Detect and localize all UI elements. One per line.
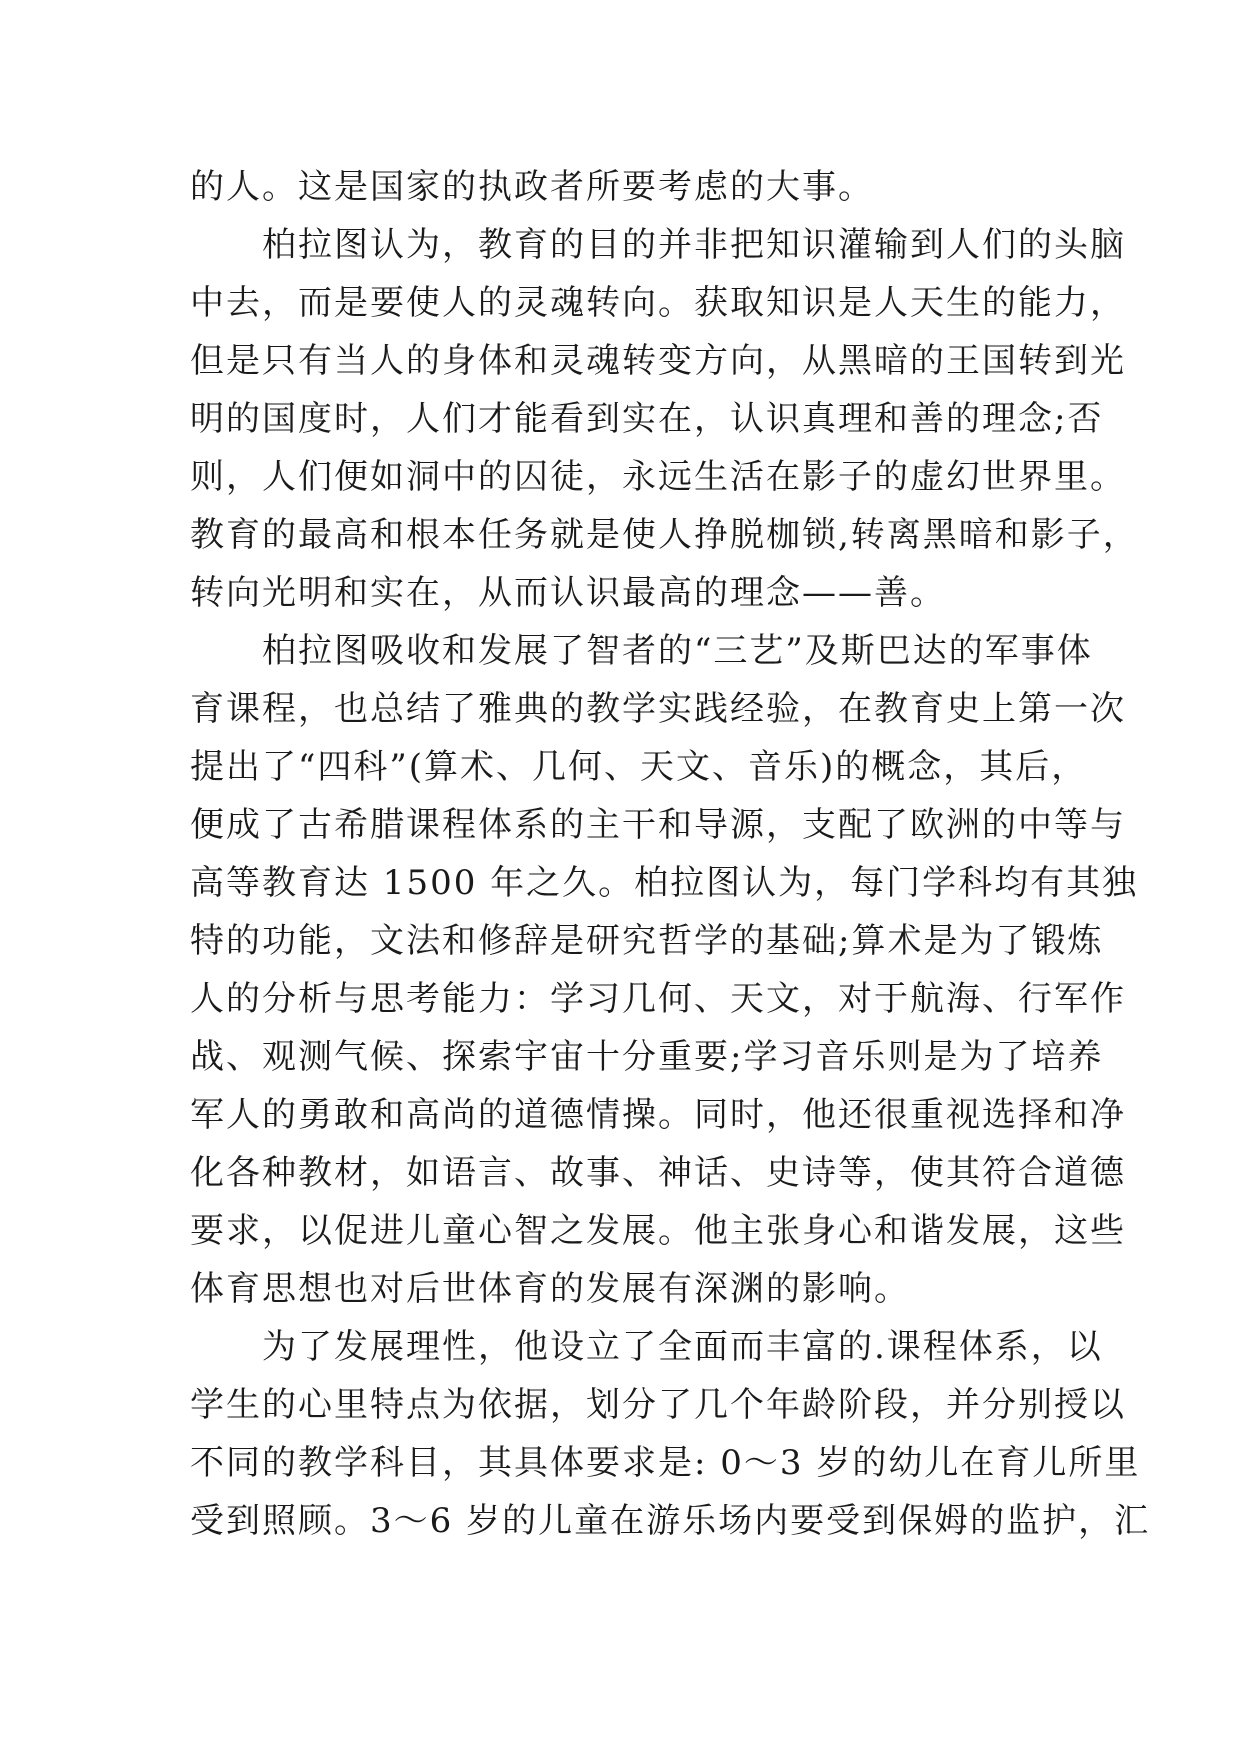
text-line: 柏拉图认为，教育的目的并非把知识灌输到人们的头脑 <box>190 225 1126 265</box>
text-line: 便成了古希腊课程体系的主干和导源，支配了欧洲的中等与 <box>190 805 1126 845</box>
text-line: 为了发展理性，他设立了全面而丰富的.课程体系，以 <box>190 1327 1103 1367</box>
text-line: 中去，而是要使人的灵魂转向。获取知识是人天生的能力， <box>190 283 1126 323</box>
text-line: 转向光明和实在，从而认识最高的理念——善。 <box>190 573 946 613</box>
text-line: 要求，以促进儿童心智之发展。他主张身心和谐发展，这些 <box>190 1211 1126 1251</box>
text-line: 战、观测气候、探索宇宙十分重要;学习音乐则是为了培养 <box>190 1037 1104 1077</box>
text-line: 人的分析与思考能力：学习几何、天文，对于航海、行军作 <box>190 979 1126 1019</box>
text-line: 的人。这是国家的执政者所要考虑的大事。 <box>190 167 874 207</box>
text-line: 柏拉图吸收和发展了智者的“三艺”及斯巴达的军事体 <box>190 631 1093 671</box>
text-line: 但是只有当人的身体和灵魂转变方向，从黑暗的王国转到光 <box>190 341 1126 381</box>
text-line: 特的功能，文法和修辞是研究哲学的基础;算术是为了锻炼 <box>190 921 1104 961</box>
text-line: 化各种教材，如语言、故事、神话、史诗等，使其符合道德 <box>190 1153 1126 1193</box>
text-line: 提出了“四科”(算术、几何、天文、音乐)的概念，其后， <box>190 747 1088 787</box>
text-line: 高等教育达 1500 年之久。柏拉图认为，每门学科均有其独 <box>190 863 1139 903</box>
text-line: 体育思想也对后世体育的发展有深渊的影响。 <box>190 1269 910 1309</box>
text-line: 军人的勇敢和高尚的道德情操。同时，他还很重视选择和净 <box>190 1095 1126 1135</box>
text-line: 不同的教学科目，其具体要求是: 0～3 岁的幼儿在育儿所里 <box>190 1443 1141 1483</box>
text-line: 学生的心里特点为依据，划分了几个年龄阶段，并分别授以 <box>190 1385 1126 1425</box>
text-line: 则，人们便如洞中的囚徒，永远生活在影子的虚幻世界里。 <box>190 457 1126 497</box>
text-line: 育课程，也总结了雅典的教学实践经验，在教育史上第一次 <box>190 689 1126 729</box>
body-text <box>190 158 1151 1550</box>
text-line: 教育的最高和根本任务就是使人挣脱枷锁,转离黑暗和影子， <box>190 515 1139 555</box>
text-line: 明的国度时，人们才能看到实在，认识真理和善的理念;否 <box>190 399 1104 439</box>
text-line: 受到照顾。3～6 岁的儿童在游乐场内要受到保姆的监护，汇 <box>190 1501 1151 1541</box>
